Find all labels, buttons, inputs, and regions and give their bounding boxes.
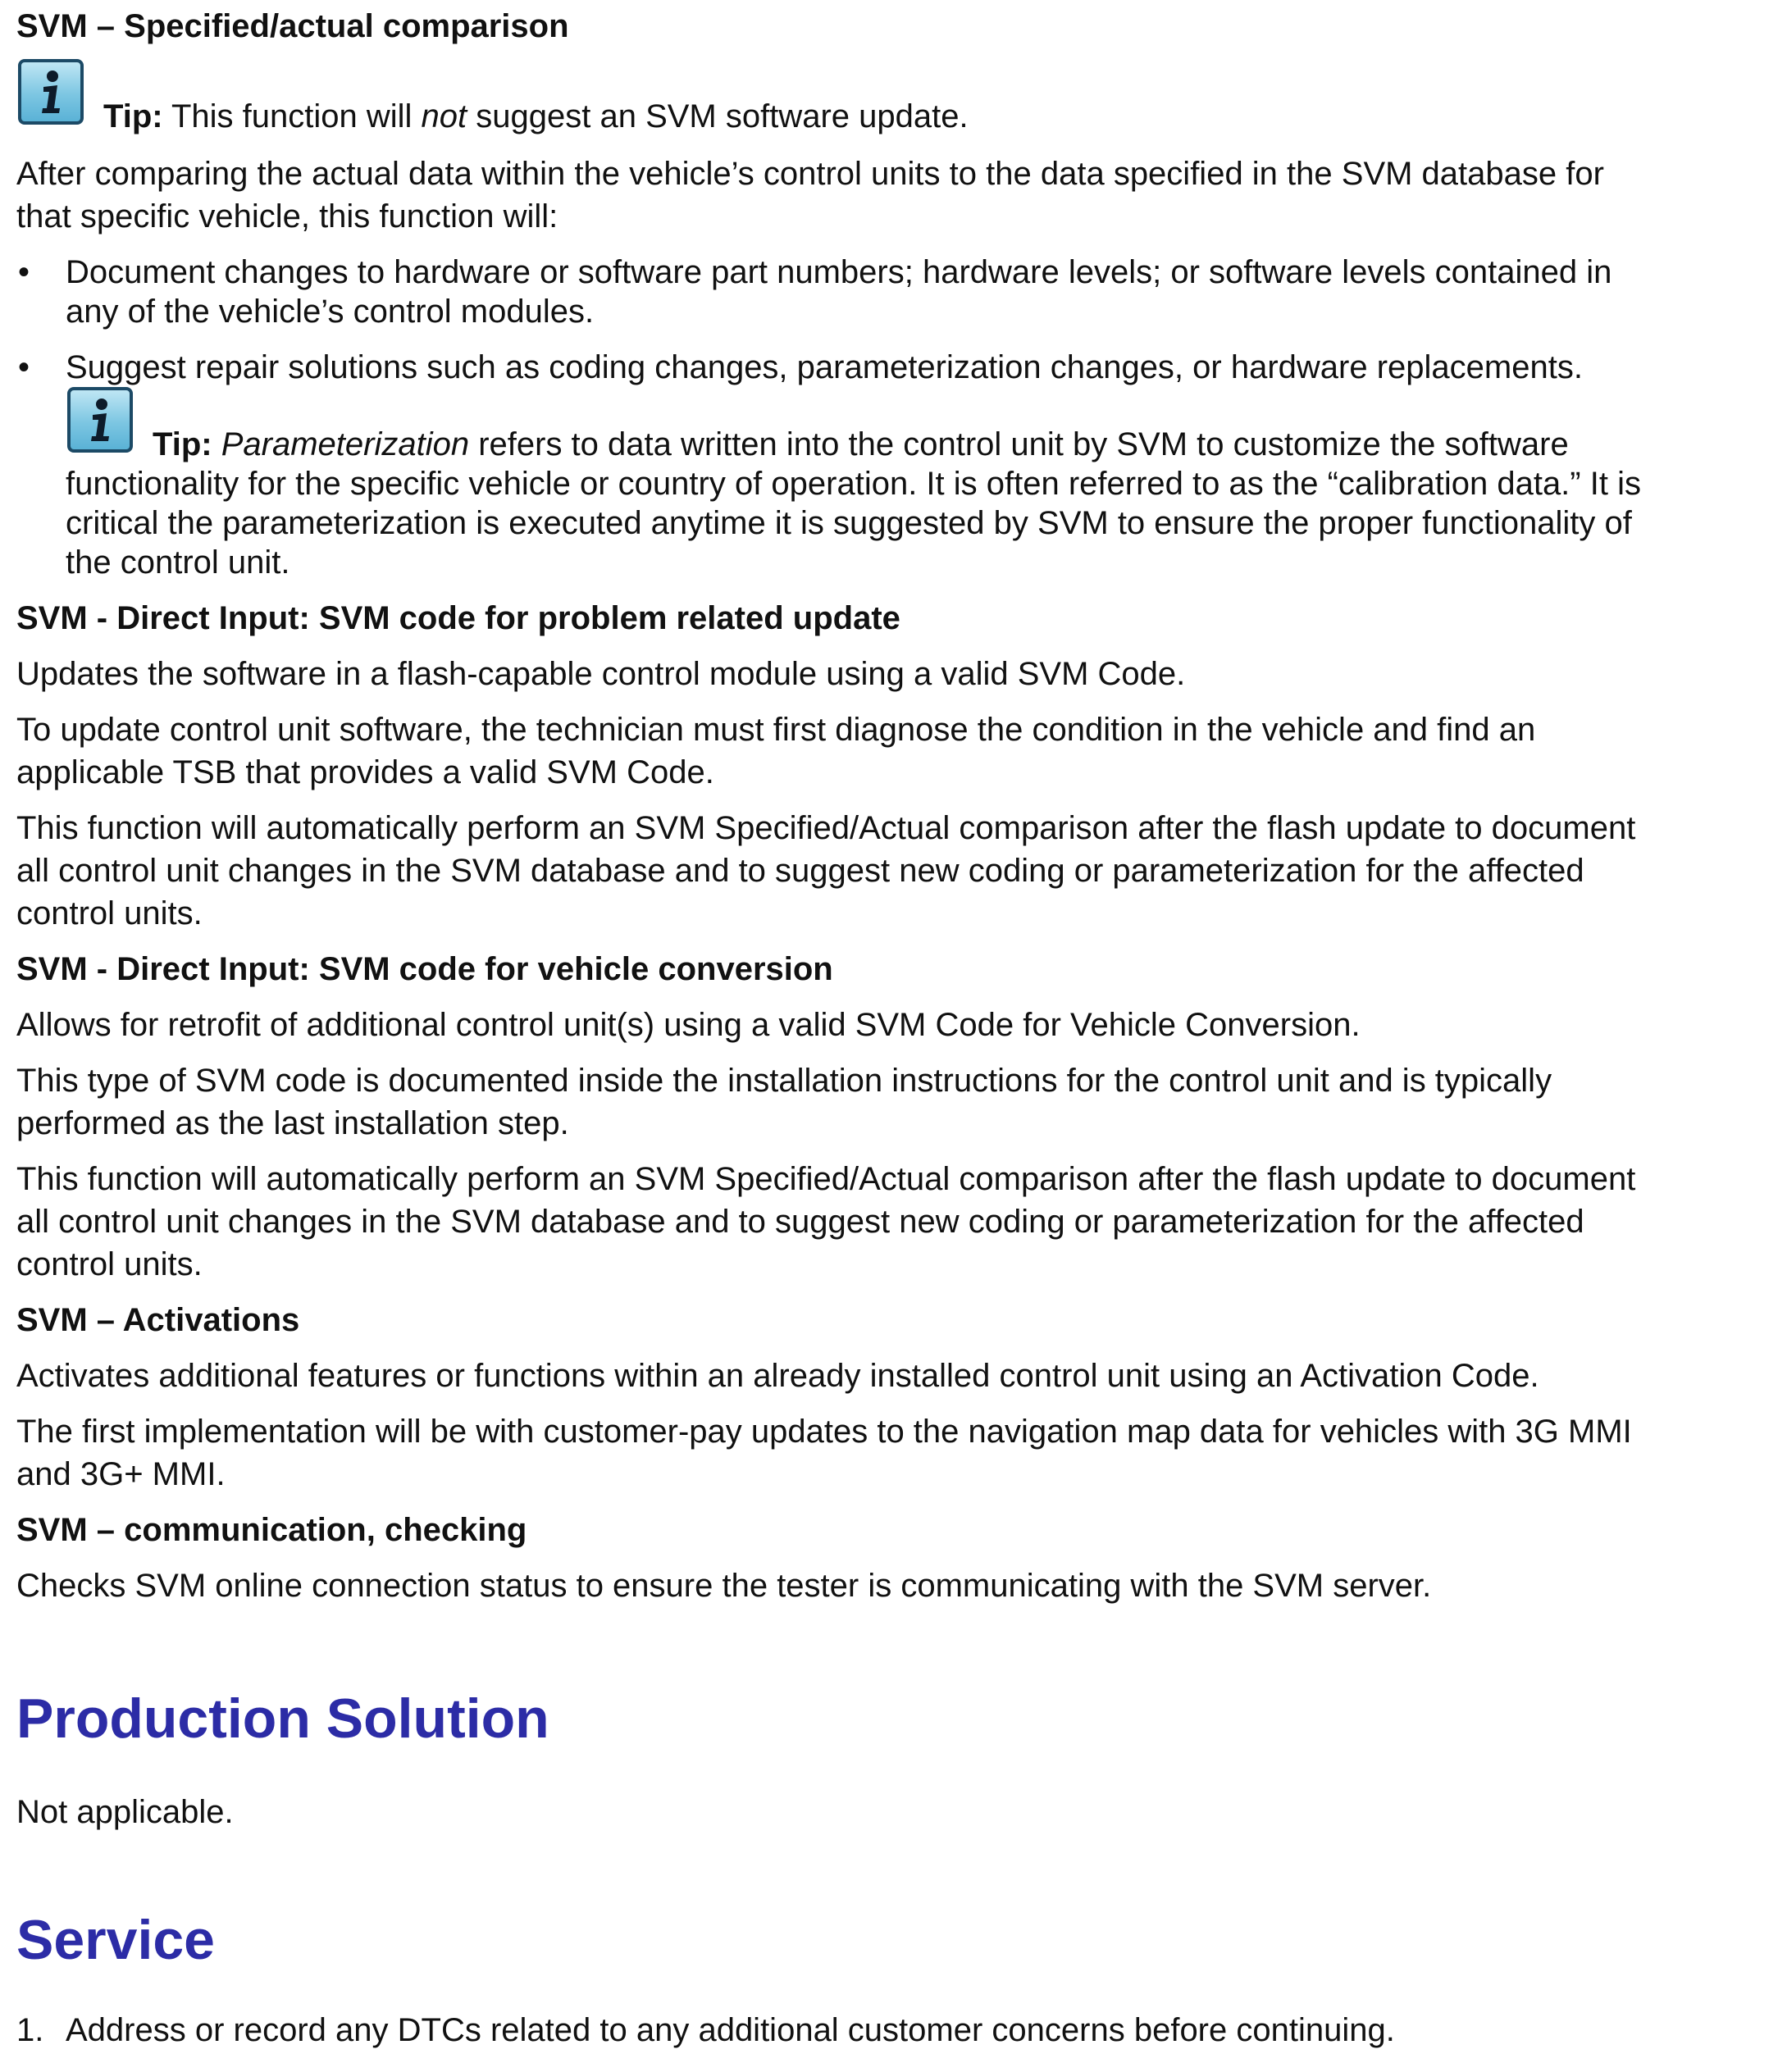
heading-service: Service [16,1909,215,1971]
section-heading-direct-conversion: SVM - Direct Input: SVM code for vehicle conversion [16,951,833,987]
section-heading-activations: SVM – Activations [16,1302,300,1338]
production-solution-text: Not applicable. [16,1794,234,1830]
paragraph-line: performed as the last installation step. [16,1105,569,1141]
paragraph-line: Activates additional features or functions within an already installed control unit using an Activation Code. [16,1358,1539,1394]
section-heading-direct-problem: SVM - Direct Input: SVM code for problem related update [16,600,900,636]
bullet-line: any of the vehicle’s control modules. [66,294,595,330]
tip-label: Tip: [153,426,212,462]
info-icon [18,59,84,125]
paragraph-line: This function will automatically perform an SVM Specified/Actual comparison after the flash update to document [16,810,1636,846]
tip-emphasis: not [421,98,467,134]
paragraph-line: To update control unit software, the technician must first diagnose the condition in the vehicle and find an [16,712,1536,748]
tip-label: Tip: [103,98,163,134]
tip-text-before: This function will [162,98,422,134]
comparison-intro-line: that specific vehicle, this function will: [16,198,558,235]
bullet-marker: • [18,254,30,290]
tip-line: the control unit. [66,544,290,581]
tip-emphasis: Parameterization [221,426,470,462]
tip-comparison [103,95,969,138]
paragraph-line: and 3G+ MMI. [16,1456,226,1492]
tip-line: critical the parameterization is executed anytime it is suggested by SVM to ensure the proper functionality of [66,505,1632,541]
paragraph-line: This type of SVM code is documented inside the installation instructions for the control unit and is typically [16,1063,1552,1099]
paragraph-line: control units. [16,895,203,931]
heading-production-solution: Production Solution [16,1687,549,1750]
paragraph-line: control units. [16,1246,203,1282]
tip-text-after: suggest an SVM software update. [467,98,969,134]
paragraph-line: all control unit changes in the SVM database and to suggest new coding or parameterization for the affected [16,853,1584,889]
tip-parameterization [153,423,1569,466]
paragraph-line: This function will automatically perform an SVM Specified/Actual comparison after the flash update to document [16,1161,1636,1197]
paragraph-line: Updates the software in a flash-capable control module using a valid SVM Code. [16,656,1186,692]
step-text: Address or record any DTCs related to any additional customer concerns before continuing. [66,2012,1395,2048]
paragraph-line: The first implementation will be with customer-pay updates to the navigation map data for vehicles with 3G MMI [16,1414,1632,1450]
section-heading-communication: SVM – communication, checking [16,1512,527,1548]
tip-text: refers to data written into the control unit by SVM to customize the software [469,426,1569,462]
paragraph-line: Allows for retrofit of additional control unit(s) using a valid SVM Code for Vehicle Conversion. [16,1007,1361,1043]
bullet-line: Suggest repair solutions such as coding changes, parameterization changes, or hardware replacements. [66,349,1583,385]
tip-line: functionality for the specific vehicle or country of operation. It is often referred to as the “calibration data.” It is [66,466,1641,502]
info-icon [67,387,133,453]
section-heading-comparison: SVM – Specified/actual comparison [16,8,569,44]
paragraph-line: applicable TSB that provides a valid SVM Code. [16,754,714,790]
paragraph-line: Checks SVM online connection status to ensure the tester is communicating with the SVM server. [16,1568,1432,1604]
paragraph-line: all control unit changes in the SVM database and to suggest new coding or parameterization for the affected [16,1204,1584,1240]
comparison-intro-line: After comparing the actual data within the vehicle’s control units to the data specified in the SVM database for [16,156,1604,192]
bullet-marker: • [18,349,30,385]
step-number: 1. [16,2012,44,2048]
bullet-line: Document changes to hardware or software part numbers; hardware levels; or software levels contained in [66,254,1612,290]
